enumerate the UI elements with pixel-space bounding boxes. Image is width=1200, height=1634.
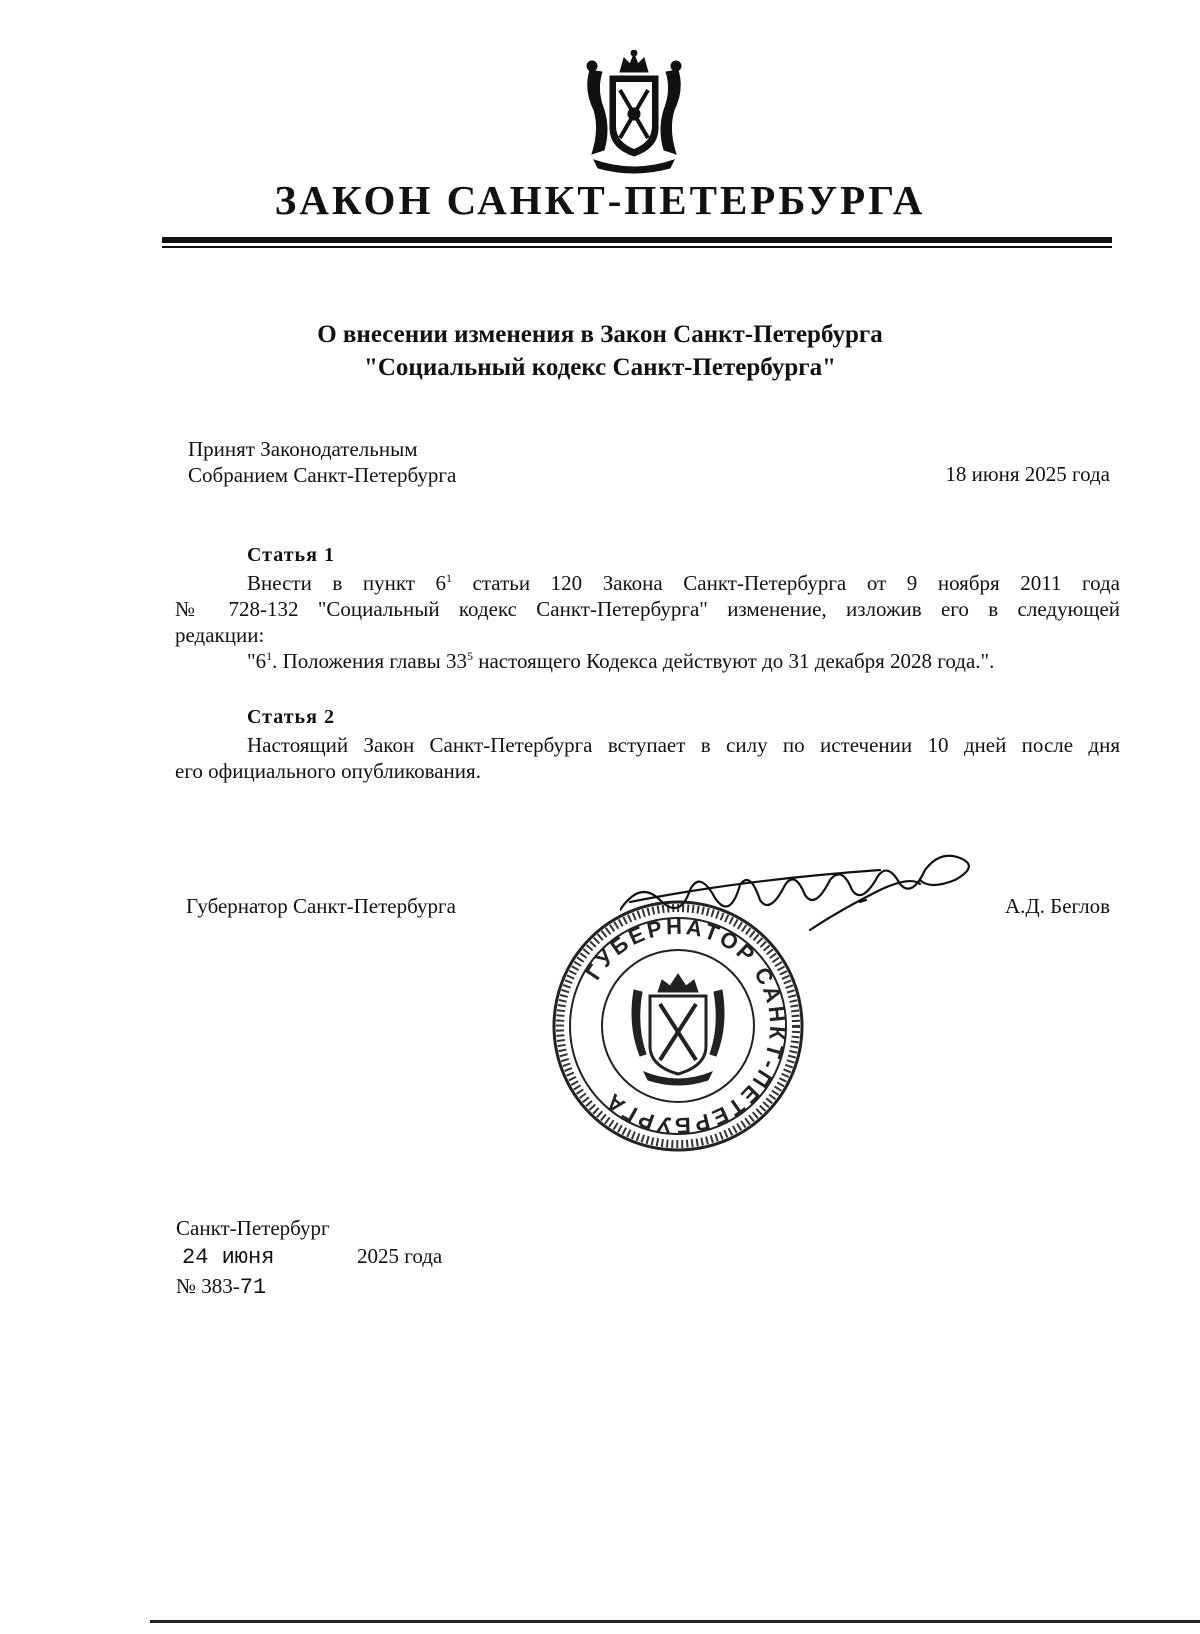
- article-1-body: [175, 570, 1120, 674]
- adoption-date: 18 июня 2025 года: [945, 462, 1110, 486]
- adoption-statement: [188, 436, 456, 488]
- heading-line-1: О внесении изменения в Закон Санкт-Петербурга: [317, 321, 883, 348]
- footer-number: № 383-71: [176, 1274, 267, 1300]
- title-divider-thin: [162, 246, 1112, 248]
- svg-text:ГУБЕРНАТОР САНКТ-ПЕТЕРБУРГА: [580, 914, 790, 1138]
- article-1-line-1: Внести в пункт $6^1$ статьи 120 Закона Санкт-Петербурга от 9 ноября 2011 года: [247, 571, 1120, 595]
- footer-day-month: 24 июня: [182, 1245, 275, 1270]
- article-2-body: [175, 732, 1120, 784]
- article-1-line-3: редакции:: [175, 623, 265, 647]
- footer-date: [176, 1242, 442, 1272]
- article-1-quote: "$6^1$. Положения главы $33^5$ настоящего Кодекса действуют до 31 декабря 2028 года.".: [247, 649, 995, 673]
- article-1-label: Статья 1: [247, 544, 335, 566]
- article-1-line-2: № 728-132 "Социальный кодекс Санкт-Петербурга" изменение, изложив его в следующей: [175, 597, 1120, 621]
- seal-text: ГУБЕРНАТОР САНКТ-ПЕТЕРБУРГА: [580, 913, 791, 1139]
- adoption-line-2: Собранием Санкт-Петербурга: [188, 463, 457, 487]
- heading-line-2: "Социальный кодекс Санкт-Петербурга": [364, 354, 836, 381]
- article-2-line-1: Настоящий Закон Санкт-Петербурга вступает в силу по истечении 10 дней после дня: [247, 733, 1120, 757]
- coat-of-arms-icon: [570, 50, 698, 178]
- document-footer: [176, 1214, 442, 1302]
- scan-edge-line: [150, 1620, 1200, 1623]
- law-title: ЗАКОН САНКТ-ПЕТЕРБУРГА: [274, 177, 926, 223]
- title-divider-thick: [162, 237, 1112, 243]
- footer-year: 2025 года: [357, 1244, 443, 1268]
- document-heading: [0, 318, 1200, 384]
- signatory-position: Губернатор Санкт-Петербурга: [186, 894, 456, 918]
- footer-number-value: 71: [239, 1275, 267, 1300]
- article-2-label: Статья 2: [247, 706, 335, 728]
- adoption-line-1: Принят Законодательным: [188, 437, 418, 461]
- handwritten-signature-icon: [620, 840, 1010, 940]
- signatory-name: А.Д. Беглов: [1004, 894, 1110, 918]
- footer-city: Санкт-Петербург: [176, 1216, 330, 1240]
- article-2-line-2: его официального опубликования.: [175, 759, 481, 783]
